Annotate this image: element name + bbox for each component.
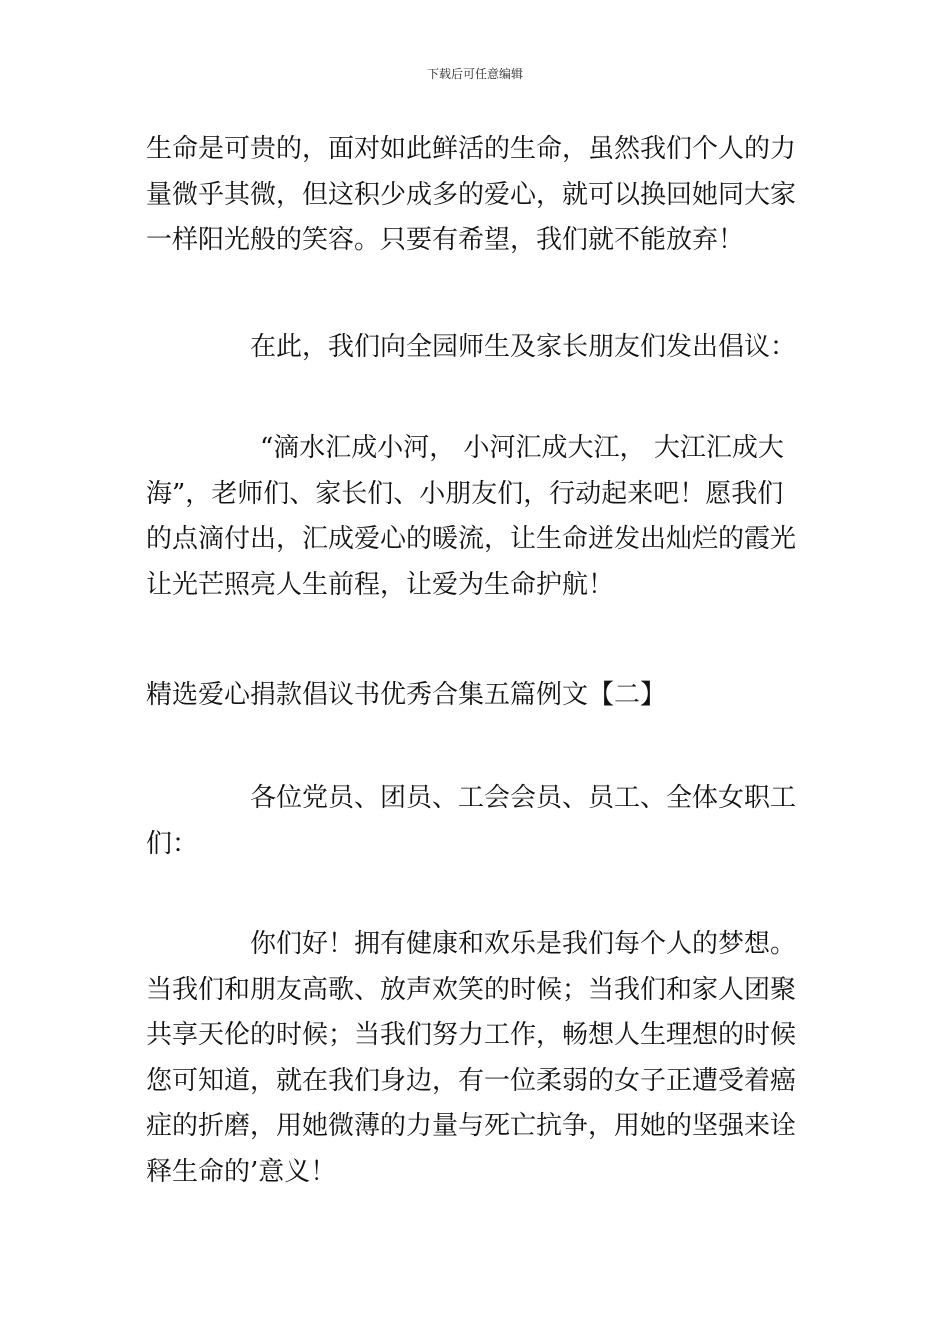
paragraph-greeting-body: 你们好！拥有健康和欢乐是我们每个人的梦想。当我们和朋友高歌、放声欢笑的时候；当我们和家人团聚共享天伦的时候；当我们努力工作，畅想人生理想的时候您可知道，就在我们身边，有一位柔弱的女子正遭受着癌症的折磨，用她微薄的力量与死亡抗争，用她的坚强来诠释生命的’意义！ xyxy=(146,929,797,1187)
paragraph-salutation: 各位党员、团员、工会会员、员工、全体女职工们： xyxy=(146,783,797,859)
paragraph-initiative-intro: 在此，我们向全园师生及家长朋友们发出倡议： xyxy=(250,332,797,362)
section-heading-two: 精选爱心捐款倡议书优秀合集五篇例文【二】 xyxy=(146,680,667,710)
paragraph-life-precious: 生命是可贵的，面对如此鲜活的生命，虽然我们个人的力量微乎其微，但这积少成多的爱心，就可以换回她同大家一样阳光般的笑容。只要有希望，我们就不能放弃！ xyxy=(146,134,797,255)
paragraph-drops-quote: “滴水汇成小河， 小河汇成大江， 大江汇成大海”，老师们、家长们、小朋友们，行动起来吧！愿我们的点滴付出，汇成爱心的暖流，让生命迸发出灿烂的霞光让光芒照亮人生前程，让爱为生命护航！ xyxy=(146,433,797,600)
page-header: 下载后可任意编辑 xyxy=(426,67,523,81)
